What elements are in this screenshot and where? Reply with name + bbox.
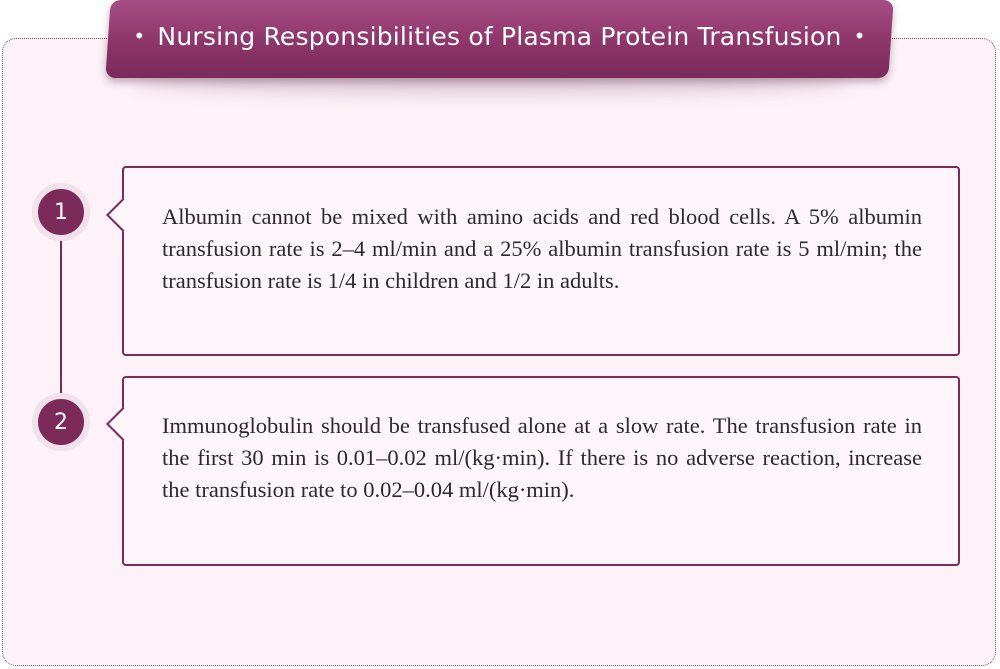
page-title	[108, 0, 891, 72]
step-number-label: 1	[54, 199, 68, 225]
note-box-1	[122, 166, 960, 356]
step-number-2	[32, 393, 90, 451]
timeline-connector	[60, 212, 62, 422]
bullet-left-icon: •	[133, 24, 146, 48]
note-text: Immunoglobulin should be transfused alone at a slow rate. The transfusion rate in the first 30 min is 0.01–0.02 ml/(kg·min). If there is no adverse reaction, increase the transfusion rate to 0.02–0.04 ml/(kg·min).	[162, 413, 922, 502]
step-number-1	[32, 183, 90, 241]
note-text: Albumin cannot be mixed with amino acids and red blood cells. A 5% albumin transfusion rate is 2–4 ml/min and a 25% albumin transfusion rate is 5 ml/min; the transfusion rate is 1/4 in children and 1/2 in adults.	[162, 204, 922, 293]
bullet-right-icon: •	[853, 24, 866, 48]
note-box-2	[122, 376, 960, 566]
page-title-text: Nursing Responsibilities of Plasma Protein Transfusion	[157, 21, 842, 51]
step-number-label: 2	[54, 409, 68, 435]
